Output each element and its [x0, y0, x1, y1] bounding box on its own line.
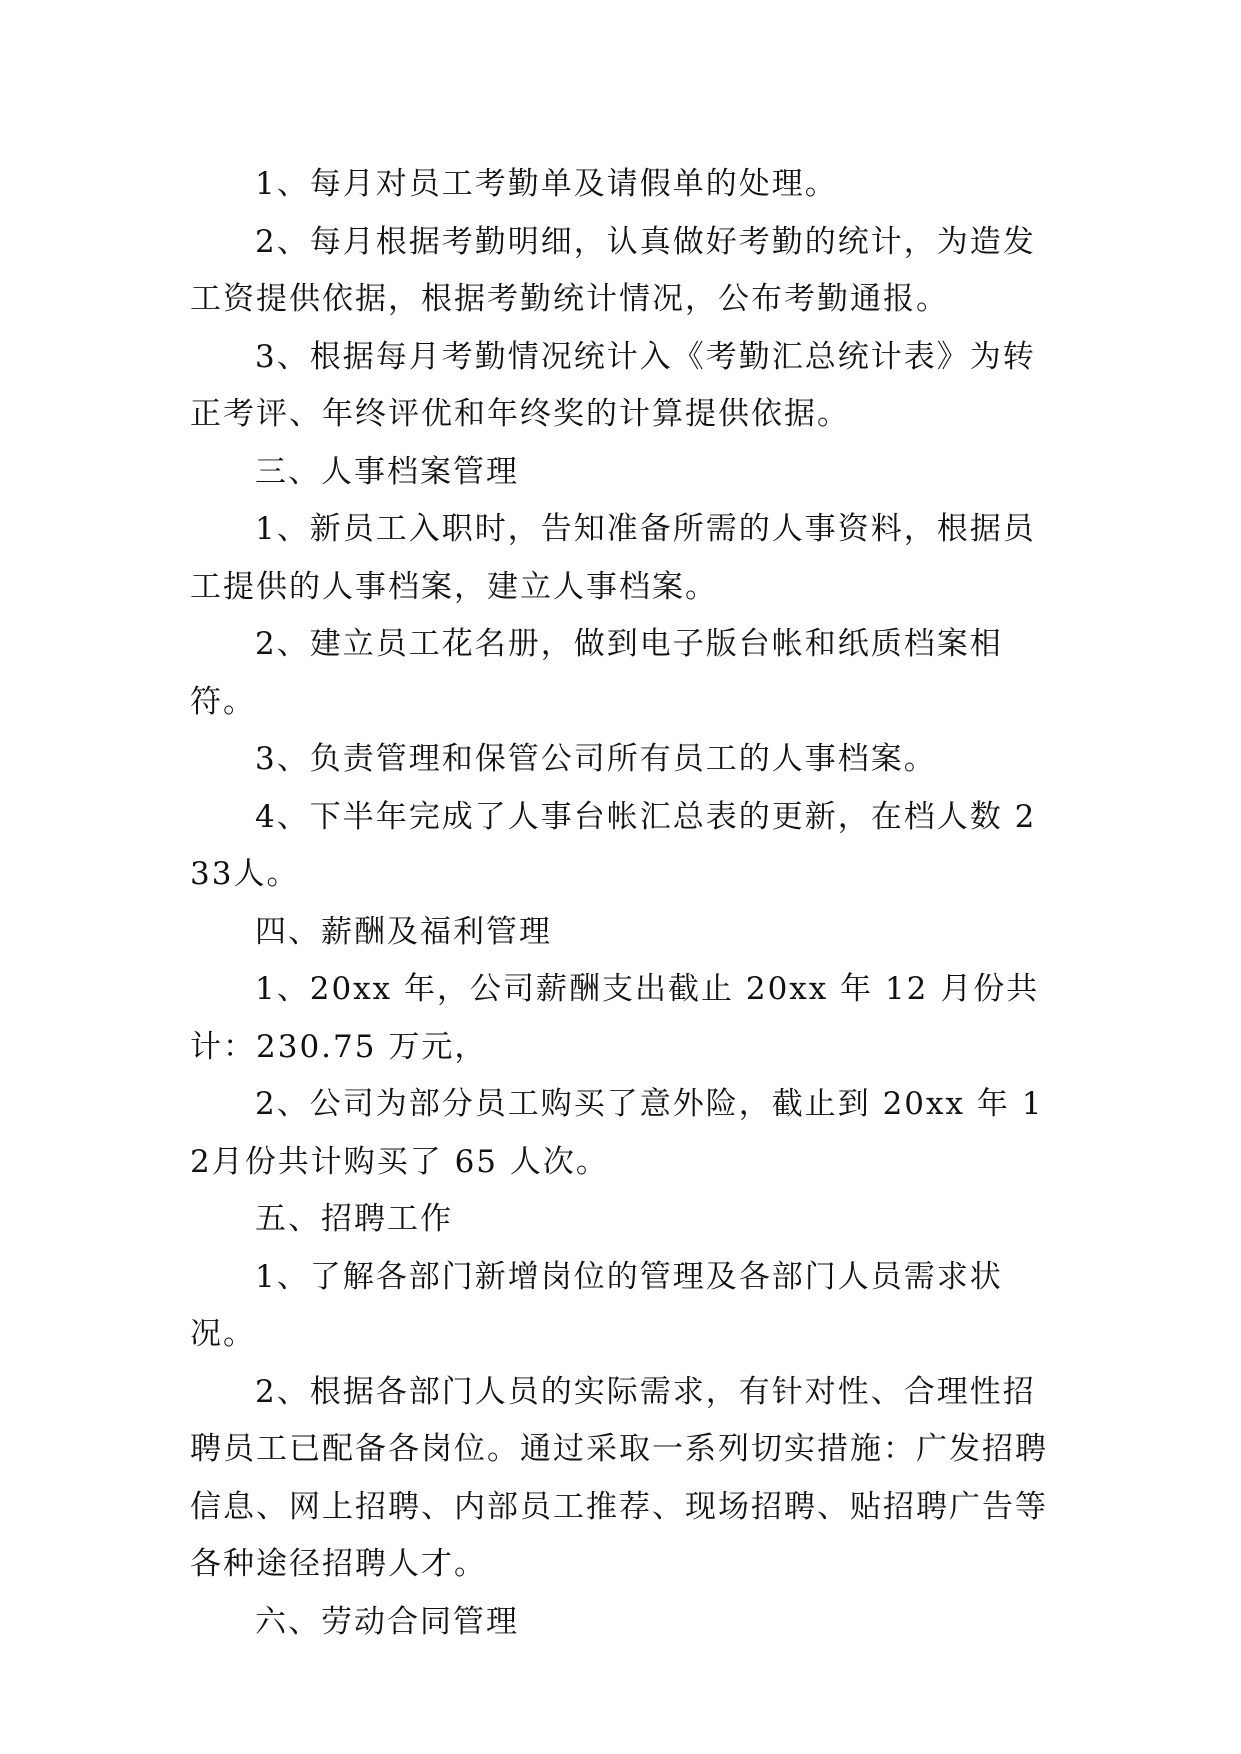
paragraph-attendance-statistics: 2、每月根据考勤明细，认真做好考勤的统计，为造发工资提供依据，根据考勤统计情况，公布考勤通报。	[190, 223, 1036, 317]
section-heading-labor-contracts: 六、劳动合同管理	[255, 1603, 519, 1640]
paragraph-attendance-processing: 1、每月对员工考勤单及请假单的处理。	[255, 166, 838, 202]
paragraph-file-custody: 3、负责管理和保管公司所有员工的人事档案。	[255, 741, 937, 777]
section-heading-personnel-files: 三、人事档案管理	[255, 453, 519, 490]
paragraph-new-employee-files: 1、新员工入职时，告知准备所需的人事资料，根据员工提供的人事档案，建立人事档案。	[190, 511, 1036, 605]
paragraph-position-needs: 1、了解各部门新增岗位的管理及各部门人员需求状况。	[190, 1258, 1003, 1352]
paragraph-attendance-summary: 3、根据每月考勤情况统计入《考勤汇总统计表》为转正考评、年终评优和年终奖的计算提供依据。	[190, 338, 1036, 432]
document-body	[190, 156, 1050, 1651]
section-heading-compensation: 四、薪酬及福利管理	[255, 913, 552, 950]
paragraph-salary-expense: 1、20xx 年，公司薪酬支出截止 20xx 年 12 月份共计：230.75 万元，	[190, 971, 1040, 1065]
paragraph-ledger-update: 4、下半年完成了人事台帐汇总表的更新，在档人数 233人。	[190, 798, 1037, 892]
paragraph-employee-roster: 2、建立员工花名册，做到电子版台帐和纸质档案相符。	[190, 626, 1003, 720]
paragraph-accident-insurance: 2、公司为部分员工购买了意外险，截止到 20xx 年 12月份共计购买了 65 人次。	[190, 1086, 1044, 1180]
section-heading-recruitment: 五、招聘工作	[255, 1201, 453, 1237]
paragraph-recruitment-methods: 2、根据各部门人员的实际需求，有针对性、合理性招聘员工已配备各岗位。通过采取一系列切实措施：广发招聘信息、网上招聘、内部员工推荐、现场招聘、贴招聘广告等各种途径招聘人才。	[190, 1373, 1048, 1582]
